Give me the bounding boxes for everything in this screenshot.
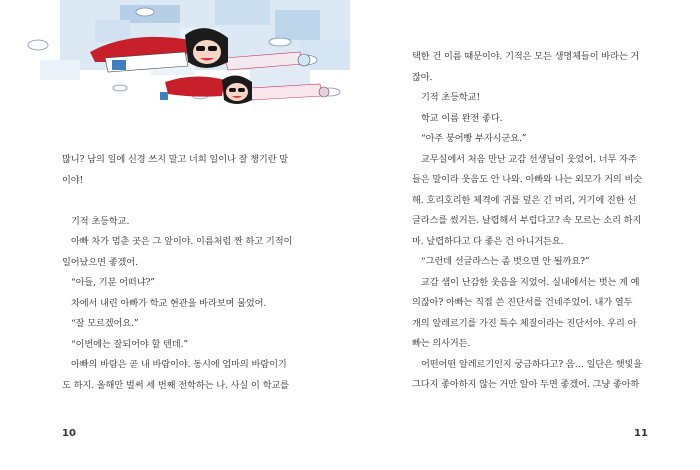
- text-line: 마. 날렵하다고 다 좋은 건 아니거든요.: [412, 235, 564, 247]
- text-line: 도 하지. 올해만 벌써 세 번째 전학하는 나. 사실 이 학교를: [62, 379, 289, 391]
- text-line: 학교 이름 완전 좋다.: [421, 112, 503, 124]
- text-line: 많니? 남의 일에 신경 쓰지 말고 너희 일이나 잘 챙기란 말: [62, 154, 289, 165]
- text-line: 개의 알레르기를 가진 특수 체질이라는 진단서야. 우리 아: [412, 317, 637, 329]
- text-line: “이번에는 잘되어야 할 텐데.”: [71, 338, 189, 350]
- text-line: [62, 191, 312, 212]
- page-number: 11: [634, 428, 648, 439]
- text-line: “그런데 선글라스는 좀 벗으면 안 될까요?”: [421, 256, 590, 267]
- text-line: 의잖아? 아빠는 직접 쓴 진단서를 건네주었어. 내가 열두: [412, 297, 633, 308]
- page-number: 10: [62, 428, 76, 439]
- text-line: “잘 모르겠어요.”: [71, 318, 139, 329]
- text-line: 기적 초등학교!: [421, 92, 481, 103]
- text-line: 기적 초등학교.: [71, 215, 130, 227]
- text-line: 글라스를 썼거든. 날렵해서 부럽다고? 속 모르는 소리 하지: [412, 215, 642, 226]
- text-line: 잖아.: [412, 71, 433, 83]
- left-page-body: [62, 150, 312, 396]
- text-line: 어떤어떤 알레르기인지 궁금하다고? 음… 일단은 햇빛을: [421, 358, 643, 370]
- text-line: “아주 붕어빵 부자시군요.”: [421, 133, 527, 144]
- text-line: 빠는 의사거든.: [412, 338, 471, 349]
- text-line: “아들, 기분 어떠냐?”: [71, 277, 155, 288]
- flying-father-son-illustration: [0, 0, 350, 118]
- text-line: 아빠 차가 멈춘 곳은 그 앞이야. 이름처럼 짠 하고 기적이: [71, 236, 293, 247]
- text-line: 일어났으면 좋겠어.: [62, 256, 138, 268]
- text-line: 교감 샘이 난감한 웃음을 지었어. 실내에서는 벗는 게 예: [421, 276, 640, 288]
- right-page-body: [412, 47, 664, 396]
- text-line: 해. 호리호리한 체격에 귀를 덮은 긴 머리, 거기에 진한 선: [412, 194, 637, 206]
- text-line: 들은 말이라 웃음도 안 나와. 아빠와 나는 외모가 거의 비슷: [412, 174, 643, 185]
- text-line: 차에서 내린 아빠가 학교 현관을 바라보며 물었어.: [71, 297, 267, 309]
- text-line: 교무실에서 처음 만난 교감 선생님이 웃었어. 너무 자주: [421, 153, 637, 165]
- text-line: 아빠의 바람은 곧 내 바람이야. 동시에 엄마의 바람이기: [71, 359, 287, 370]
- text-line: 이야!: [62, 174, 84, 186]
- text-line: 그다지 좋아하지 않는 거만 알아 두면 좋겠어. 그냥 좋아하: [412, 379, 640, 390]
- text-line: 택한 건 이름 때문이야. 기적은 모든 생명체들이 바라는 거: [412, 51, 640, 62]
